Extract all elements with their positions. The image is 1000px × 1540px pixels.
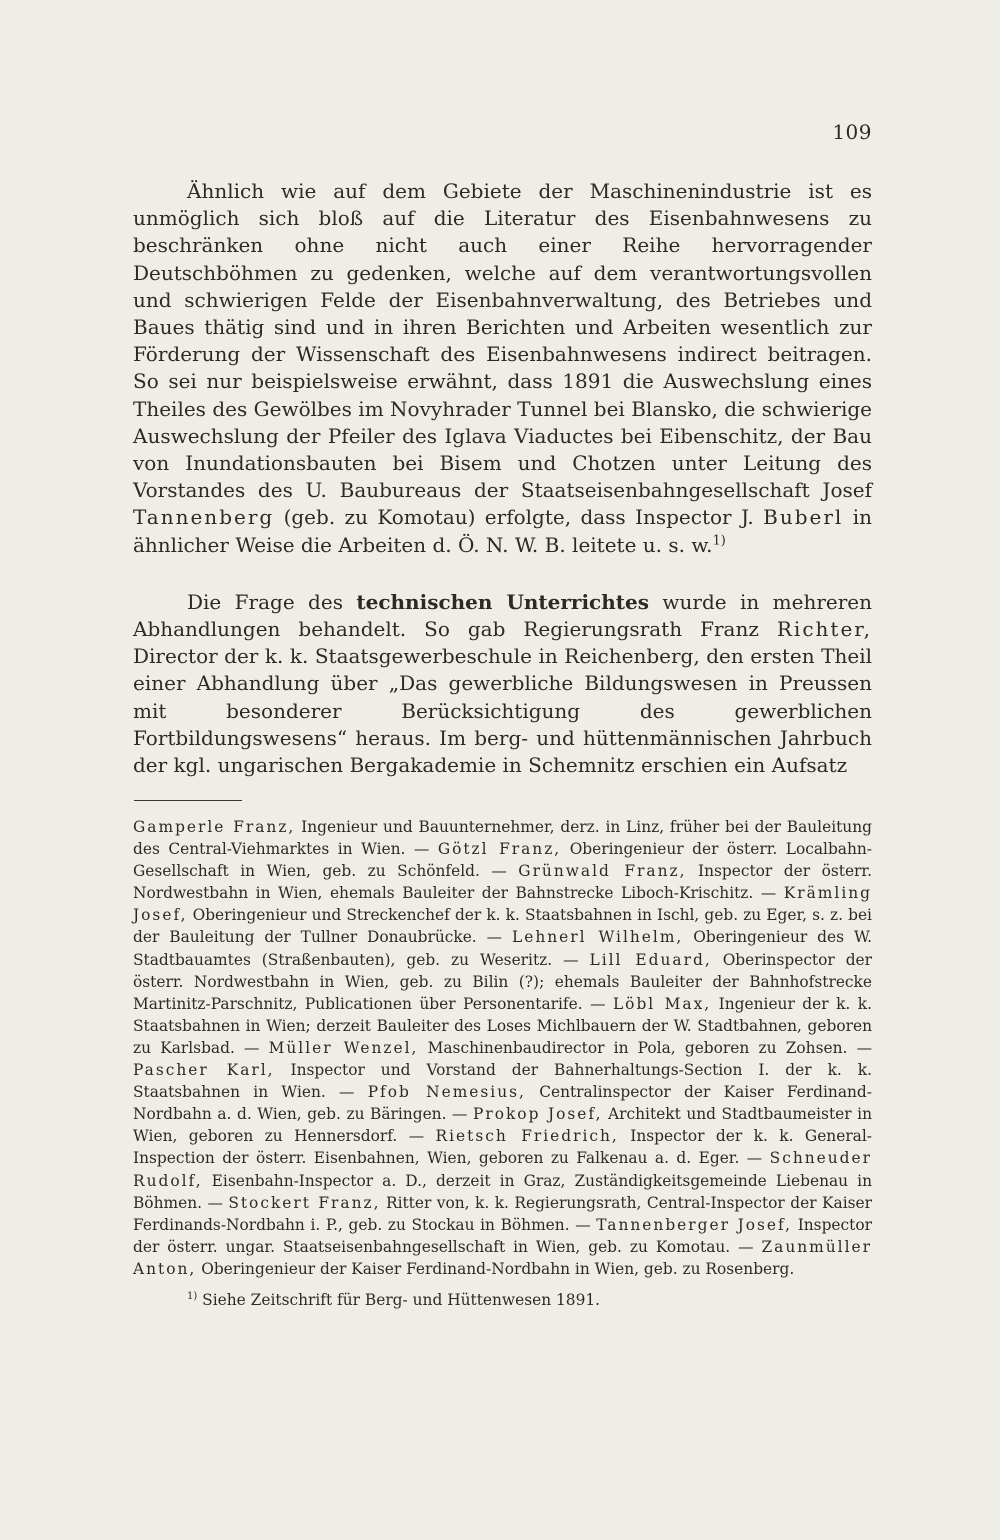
footnote-person-name: Rietsch Friedrich,	[435, 1127, 619, 1146]
emphasized-term: technischen Unterrichtes	[356, 589, 649, 614]
footnote-person-text: Inspector und Vorstand der Bahnerhaltungs-Section I. der k. k. Staatsbahnen in Wien. —	[133, 1061, 872, 1102]
paragraph-technical-education	[133, 589, 872, 779]
footnote-person-name: Pascher Karl,	[133, 1061, 275, 1080]
paragraph-text: Ähnlich wie auf dem Gebiete der Maschinenindustrie ist es unmöglich sich bloß auf die Literatur des Eisenbahnwesens zu beschränken ohne nicht auch einer Reihe hervorragender Deutschböhmen zu gedenken, welche auf dem verantwortungsvollen und schwierigen Felde der Eisenbahnverwaltung, des Betriebes und Baues thätig sind und in ihren Berichten und Arbeiten wesentlich zur Förderung der Wissenschaft des Eisenbahnwesens indirect beitragen. So sei nur beispielsweise erwähnt, dass 1891 die Auswechslung eines Theiles des Gewölbes im Novyhrader Tunnel bei Blansko, die schwierige Auswechslung der Pfeiler des Iglava Viaductes bei Eibenschitz, der Bau von Inundationsbauten bei Bisem und Chotzen unter Leitung des Vorstandes des U. Baubureaus der Staatseisenbahngesellschaft Josef	[133, 179, 872, 503]
main-text	[133, 178, 872, 779]
page-number: 109	[832, 120, 872, 144]
footnote-person-text: Ritter von, k. k. Regierungsrath, Central-Inspector der Kaiser Ferdinands-Nordbahn i. P., geb. zu Stockau in Böhmen. —	[133, 1193, 872, 1234]
footnote-person-name: Lehnerl Wilhelm,	[512, 928, 684, 947]
footnote-person-text: Oberinspector der österr. Nordwestbahn in Wien, geb. zu Bilin (?); ehemals Bauleiter der Bahnhofstrecke Martinitz-Parschnitz, Publicationen über Personentarife. —	[133, 950, 873, 1013]
person-name: Buberl	[763, 505, 844, 530]
footnote-reference	[133, 1289, 872, 1311]
footnote-ref-text: Siehe Zeitschrift für Berg- und Hüttenwesen 1891.	[202, 1290, 601, 1309]
footnote-person-text: Inspector der k. k. General-Inspection der österr. Eisenbahnen, Wien, geboren zu Falkenau a. d. Eger. —	[133, 1127, 872, 1168]
footnote-person-name: Müller Wenzel,	[268, 1038, 419, 1057]
person-name: Tannenberg	[133, 505, 275, 530]
paragraph-text: in ähnlicher Weise die Arbeiten d. Ö. N. W. B. leitete u. s. w.	[133, 505, 872, 557]
footnote-person-text: Ingenieur und Bauunternehmer, derz. in Linz, früher bei der Bauleitung des Central-Viehmarktes in Wien. —	[133, 818, 872, 859]
footnote-person-text: Inspector der österr. ungar. Staatseisenbahngesellschaft in Wien, geb. zu Komotau. —	[133, 1215, 872, 1256]
paragraph-text: wurde in mehreren Abhandlungen behandelt. So gab Regierungsrath Franz	[133, 589, 873, 642]
footnote-person-name: Götzl Franz,	[437, 840, 562, 859]
footnotes	[133, 816, 872, 1311]
footnote-person-name: Tannenberger Josef,	[596, 1215, 793, 1234]
footnote-person-text: Architekt und Stadtbaumeister in Wien, geboren zu Hennersdorf. —	[133, 1105, 872, 1146]
footnote-person-name: Stockert Franz,	[228, 1193, 381, 1212]
footnote-person-text: Oberingenieur und Streckenchef der k. k. Staatsbahnen in Ischl, geb. zu Eger, s. z. bei der Bauleitung der Tullner Donaubrücke. —	[133, 906, 872, 947]
footnote-person-text: Oberingenieur des W. Stadtbauamtes (Straßenbauten), geb. zu Weseritz. —	[133, 928, 872, 969]
footnote-person-text: Maschinenbaudirector in Pola, geboren zu Zohsen. —	[427, 1038, 872, 1057]
paragraph-text: Die Frage des	[187, 589, 343, 614]
paragraph-text: Director der k. k. Staatsgewerbeschule in Reichenberg, den ersten Theil einer Abhandlung über „Das gewerbliche Bildungswesen in Preussen mit besonderer Berücksichtigung des gewerblichen Fortbildungswesens“ heraus. Im berg- und hüttenmännischen Jahrbuch der kgl. ungarischen Bergakademie in Schemnitz erschien ein Aufsatz	[133, 644, 872, 778]
footnote-name-list	[133, 816, 872, 1280]
footnote-person-text: Ingenieur der k. k. Staatsbahnen in Wien; derzeit Bauleiter des Loses Michlbauern der W. Stadtbahnen, geboren zu Karlsbad. —	[133, 994, 872, 1057]
footnote-person-text: Eisenbahn-Inspector a. D., derzeit in Graz, Zuständigkeitsgemeinde Liebenau in Böhmen. —	[133, 1171, 872, 1212]
footnote-ref-mark: 1)	[187, 1290, 198, 1302]
person-name: Richter,	[776, 617, 873, 642]
footnote-person-name: Pfob Nemesius,	[367, 1083, 526, 1102]
footnote-marker: 1)	[712, 532, 726, 548]
footnote-person-text: Oberingenieur der Kaiser Ferdinand-Nordbahn in Wien, geb. zu Rosenberg.	[201, 1259, 795, 1278]
paragraph-railway-engineering	[133, 178, 872, 559]
footnote-person-name: Lill Eduard,	[589, 950, 712, 969]
footnote-person-name: Grünwald Franz,	[518, 862, 687, 881]
footnote-separator	[134, 800, 242, 801]
footnote-person-name: Löbl Max,	[612, 994, 712, 1013]
footnote-person-text: Oberingenieur der österr. Localbahn-Gesellschaft in Wien, geb. zu Schönfeld. —	[133, 840, 873, 881]
footnote-person-name: Schneuder Rudolf,	[133, 1149, 872, 1190]
footnote-person-name: Zaunmüller Anton,	[133, 1237, 872, 1278]
footnote-person-text: Inspector der österr. Nordwestbahn in Wien, ehemals Bauleiter der Bahnstrecke Liboch-Krischitz. —	[133, 862, 872, 903]
footnote-person-name: Gamperle Franz,	[133, 818, 296, 836]
footnote-person-text: Centralinspector der Kaiser Ferdinand-Nordbahn a. d. Wien, geb. zu Bäringen. —	[133, 1083, 872, 1124]
footnote-person-name: Krämling Josef,	[133, 884, 872, 925]
footnote-person-name: Prokop Josef,	[473, 1105, 603, 1124]
paragraph-text: (geb. zu Komotau) erfolgte, dass Inspector J.	[283, 505, 754, 530]
